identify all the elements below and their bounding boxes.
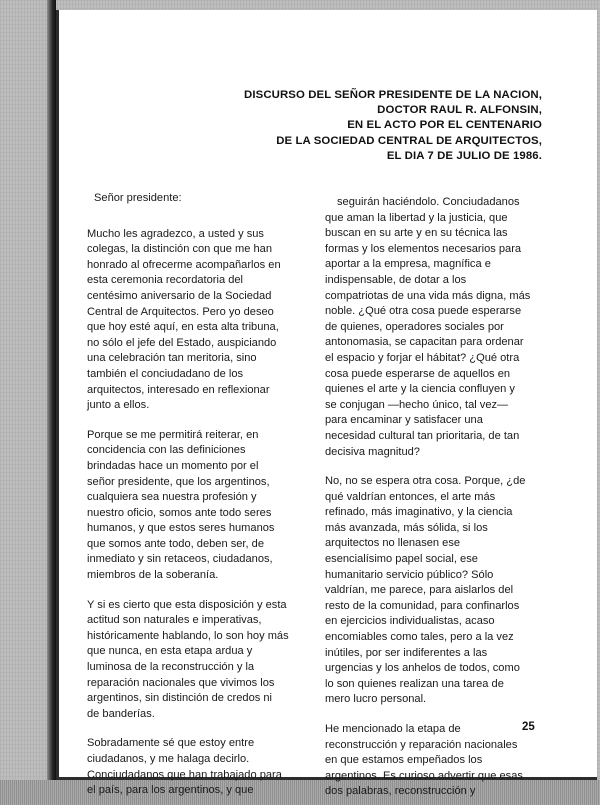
- text-line: indispensable, de dotar a los: [325, 273, 467, 286]
- text-line: antonomasia, se capacitan para ordenar: [325, 336, 524, 349]
- text-line: formas y los elementos necesarios para: [325, 242, 522, 255]
- text-line: dos palabras, reconstrucción y: [325, 785, 476, 798]
- title-line: DISCURSO DEL SEÑOR PRESIDENTE DE LA NACION,: [244, 89, 542, 101]
- text-line: cualquiera sea nuestra profesión y: [87, 491, 257, 504]
- text-line: reparación nacionales que vivimos los: [87, 676, 275, 689]
- text-line: para encaminar y satisfacer una: [325, 414, 483, 427]
- text-line: el espacio y forjar el hábitat? ¿Qué otra: [325, 351, 520, 364]
- text-line: Mucho les agradezco, a usted y sus: [87, 227, 264, 240]
- text-line: más avanzada, más sólida, si los: [325, 521, 488, 534]
- text-line: el país, para los argentinos, y que: [87, 784, 254, 797]
- title-line: EN EL ACTO POR EL CENTENARIO: [347, 119, 542, 132]
- text-line: He mencionado la etapa de: [325, 723, 461, 735]
- text-line: Sobradamente sé que estoy entre: [87, 737, 255, 750]
- text-line: junto a ellos.: [87, 399, 150, 412]
- text-line: reconstrucción y reparación nacionales: [325, 738, 518, 751]
- text-line: qué valdrían entonces, el arte más: [325, 490, 496, 503]
- text-line: necesidad cultural tan prioritaria, de tan: [325, 429, 520, 442]
- text-line: se conjugan —hecho único, tal vez—: [325, 398, 509, 411]
- text-line: Porque se me permitirá reiterar, en: [87, 428, 259, 441]
- text-line: que somos ante todo, deben ser, de: [87, 537, 265, 550]
- text-line: esta ceremonia recordatoria del: [87, 274, 244, 287]
- text-line: honrado al ofrecerme acompañarlos en: [87, 258, 281, 271]
- text-line: de quienes, operadores sociales por: [325, 320, 504, 333]
- text-line: esencialísimo papel social, ese: [325, 553, 478, 566]
- text-line: miembros de la soberanía.: [87, 569, 219, 582]
- speech-title: [200, 88, 542, 164]
- text-line: históricamente hablando, lo son hoy más: [87, 629, 289, 642]
- text-line: Y si es cierto que esta disposición y esta: [87, 598, 287, 611]
- text-line: centésimo aniversario de la Sociedad: [87, 289, 272, 302]
- text-line: de banderías.: [87, 707, 155, 720]
- text-line: luminosa de la reconstrucción y la: [87, 661, 255, 674]
- text-line: aportar a la empresa, magnífica e: [325, 258, 491, 271]
- text-line: que nunca, en esta etapa ardua y: [87, 645, 253, 658]
- text-line: humanos, y que estos seres humanos: [87, 522, 275, 535]
- text-line: buscan en su arte y en su técnica las: [325, 227, 508, 240]
- paragraph: [87, 428, 317, 584]
- text-line: refinado, más imaginativo, y la ciencia: [325, 506, 513, 519]
- text-line: humanitario servicio público? Sólo: [325, 568, 494, 581]
- text-line: mero lucro personal.: [325, 693, 427, 706]
- text-line: urgencias y los anhelos de todos, como: [325, 662, 520, 675]
- text-line: argentinos, sin distinción de credos ni: [87, 692, 273, 705]
- text-line: Conciudadanos que han trabajado para: [87, 768, 282, 781]
- paragraph: [87, 227, 317, 414]
- text-line: brindadas hace un momento por el: [87, 459, 259, 472]
- greeting: Señor presidente:: [94, 192, 182, 204]
- text-line: colegas, la distinción con que me han: [87, 243, 273, 256]
- paragraph-continuation: seguirán haciéndolo. Conciudadanos: [337, 196, 520, 208]
- text-line: cosa puede esperarse de aquellos en: [325, 367, 511, 380]
- text-line: decisiva magnitud?: [325, 445, 420, 458]
- paragraph: [325, 211, 550, 461]
- text-line: nuestro oficio, somos ante todo seres: [87, 506, 272, 519]
- text-line: que aman la libertad y la justicia, que: [325, 211, 508, 224]
- binding-shadow: [47, 0, 56, 805]
- paragraph: [325, 722, 550, 800]
- paragraph: [87, 598, 317, 723]
- left-column: [87, 191, 317, 799]
- title-line: DOCTOR RAUL R. ALFONSIN,: [377, 104, 542, 117]
- text-line: señor presidente, que los argentinos,: [87, 475, 270, 488]
- text-line: inútiles, por ser indiferentes a las: [325, 646, 488, 659]
- title-line: EL DIA 7 DE JULIO DE 1986.: [386, 149, 542, 162]
- paragraph: [325, 474, 550, 708]
- text-line: concidencia con las definiciones: [87, 444, 246, 457]
- title-line: DE LA SOCIEDAD CENTRAL DE ARQUITECTOS,: [276, 134, 542, 147]
- text-line: arquitectos no llenasen ese: [325, 537, 461, 550]
- text-line: que hoy esté aquí, en esta alta tribuna,: [87, 321, 279, 334]
- text-line: quienes el arte y la ciencia confluyen y: [325, 383, 515, 396]
- text-line: encomiables como tales, pero a la vez: [325, 631, 514, 644]
- text-line: en ejercicios individualistas, acaso: [325, 615, 495, 628]
- text-line: noble. ¿Qué otra cosa puede esperarse: [325, 305, 522, 318]
- text-line: valdrían, me parece, para aislarlos del: [325, 584, 514, 597]
- text-line: una celebración tan meritoria, sino: [87, 352, 257, 365]
- text-line: en que estamos empeñados los: [325, 754, 483, 767]
- text-line: arquitectos, interesado en reflexionar: [87, 383, 270, 396]
- page-number: 25: [522, 721, 535, 733]
- text-line: argentinos. Es curioso advertir que esas: [325, 769, 523, 782]
- paragraph: [87, 736, 317, 798]
- text-line: compatriotas de una vida más digna, más: [325, 289, 531, 302]
- text-line: resto de la comunidad, para confinarlos: [325, 599, 520, 612]
- text-line: inmediato y sin retaceos, ciudadanos,: [87, 553, 273, 566]
- text-line: ciudadanos, y me halaga decirlo.: [87, 753, 250, 765]
- text-line: No, no se espera otra cosa. Porque, ¿de: [325, 475, 526, 488]
- text-line: no sólo el jefe del Estado, auspiciando: [87, 336, 277, 349]
- text-line: lo son quienes realizan una tarea de: [325, 677, 504, 690]
- text-line: también el conciudadano de los: [87, 367, 244, 380]
- right-column: [325, 195, 550, 800]
- text-line: Central de Arquitectos. Pero yo deseo: [87, 305, 274, 318]
- text-line: actitud son naturales e imperativas,: [87, 614, 262, 627]
